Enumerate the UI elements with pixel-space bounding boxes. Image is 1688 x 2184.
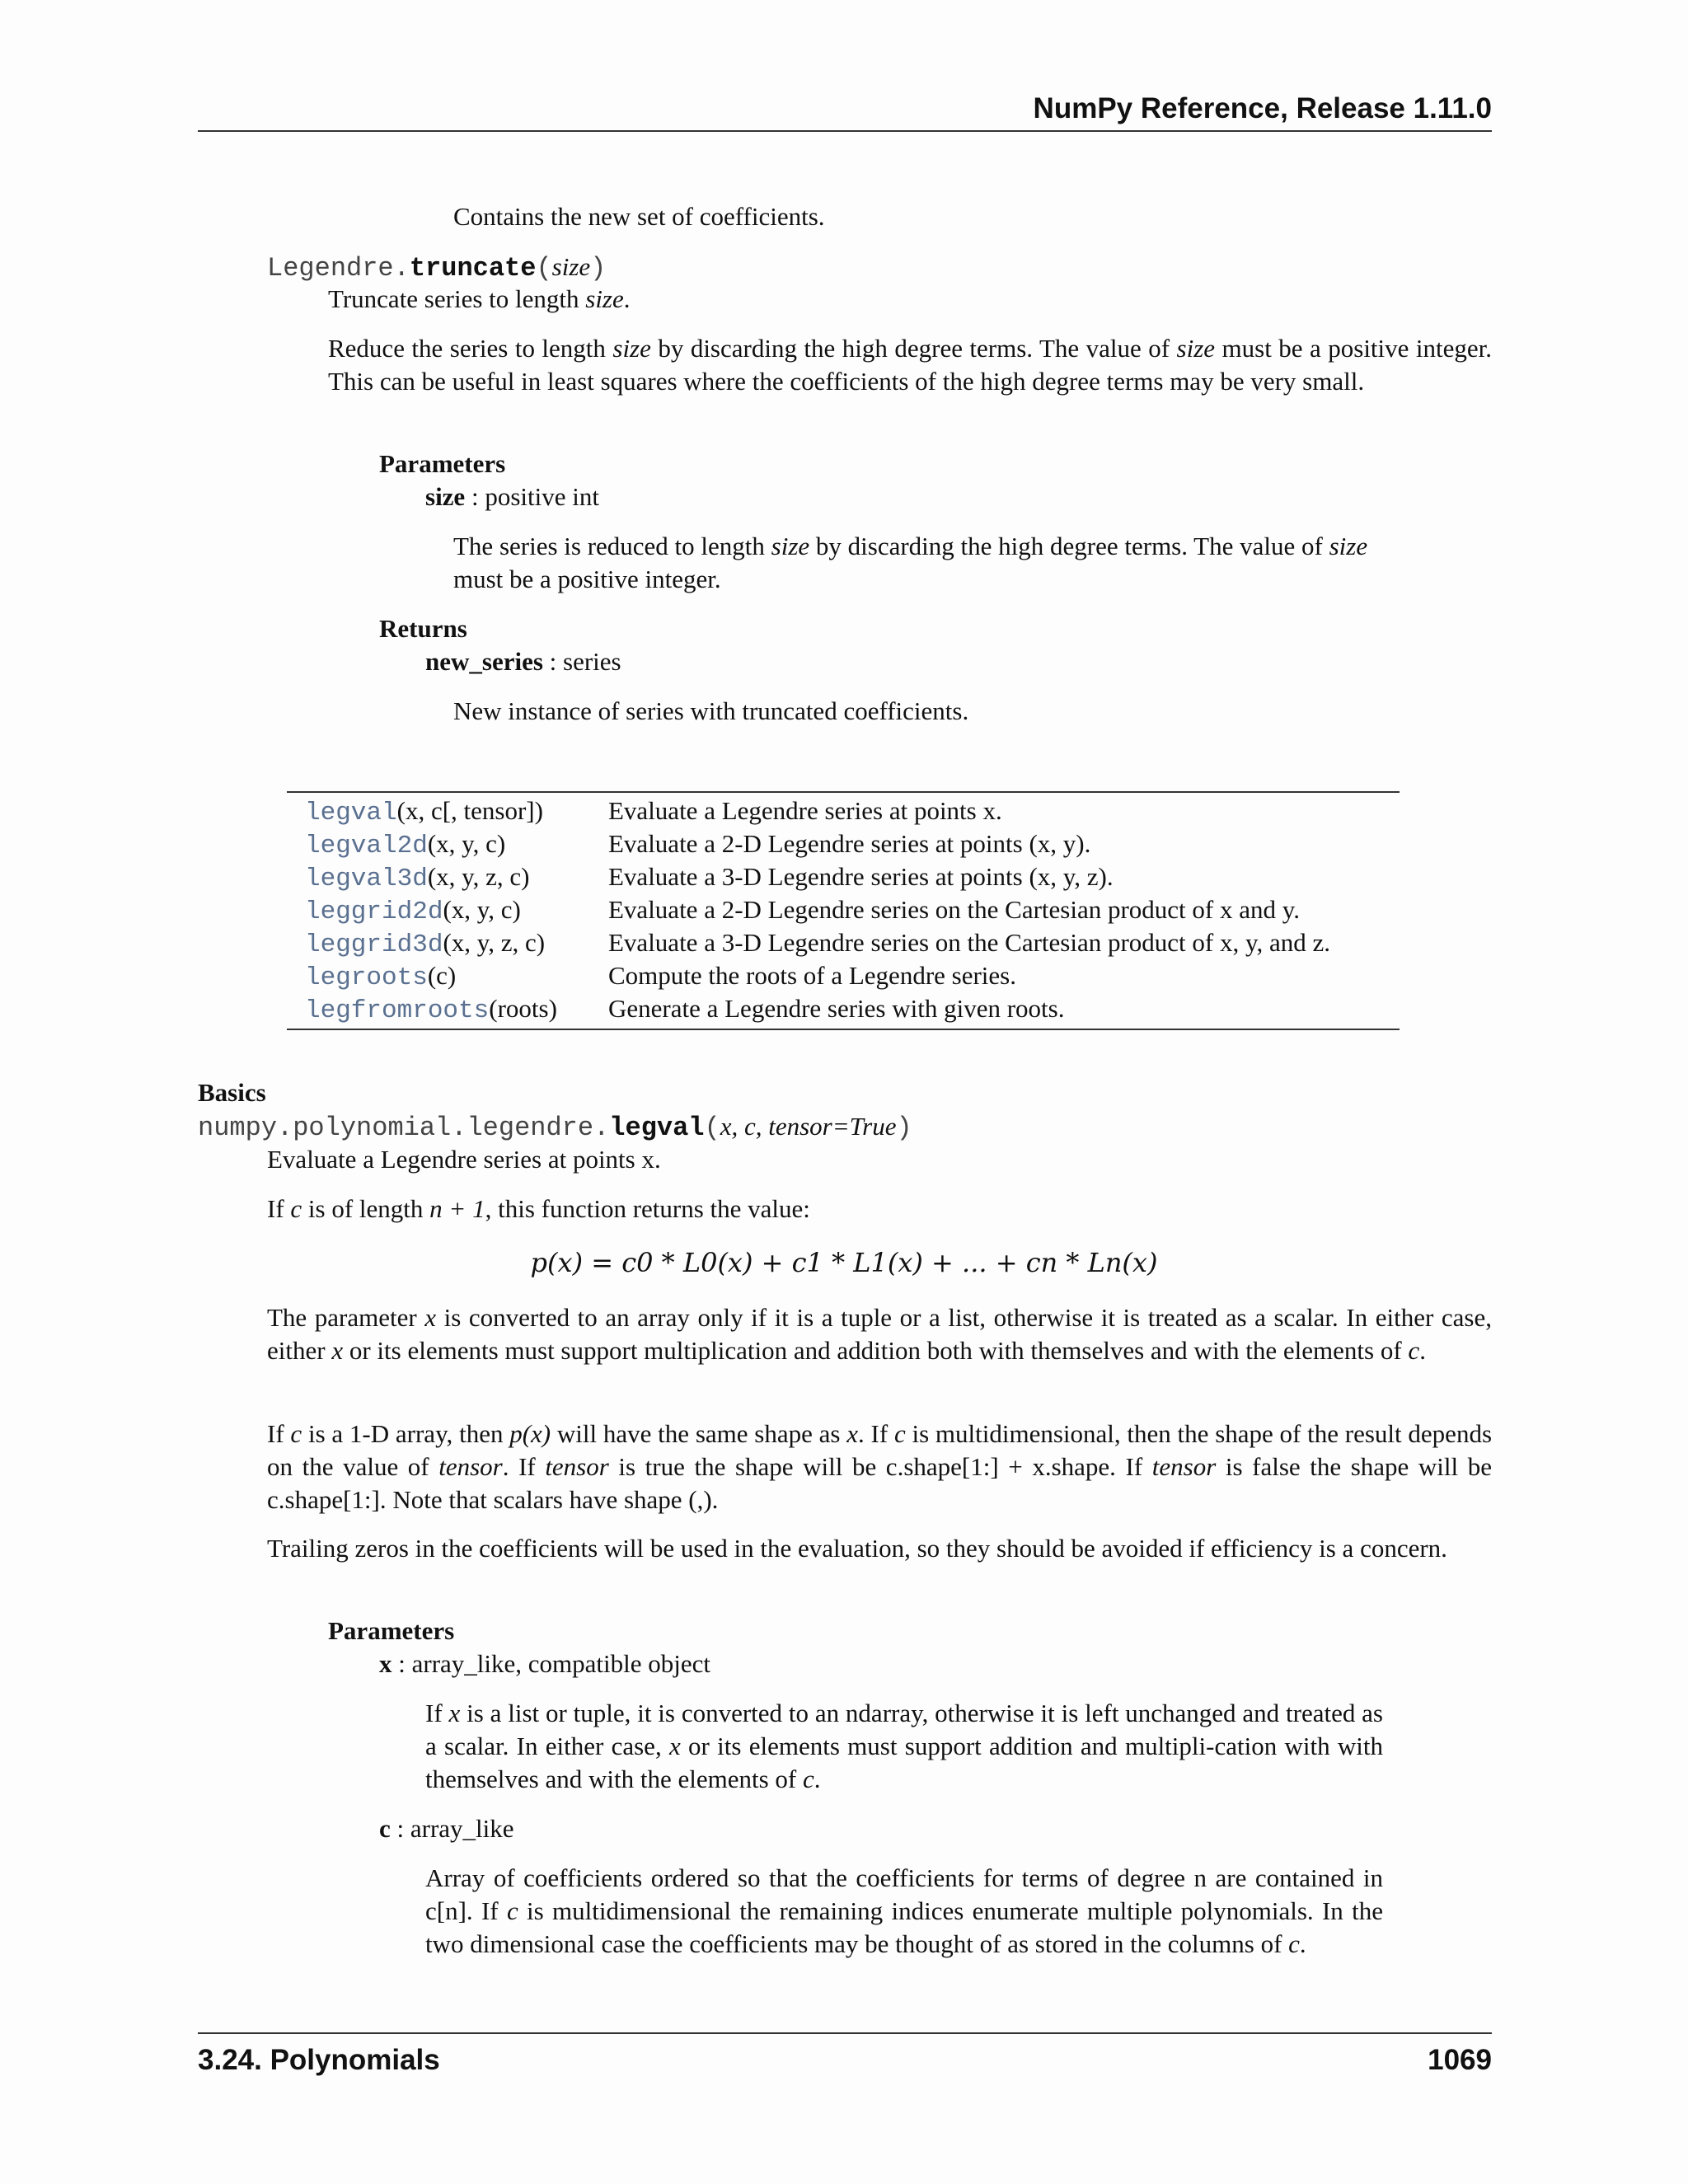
legval-paragraph-2: The parameter x is converted to an array only if it is a tuple or a list, otherwise it is treated as a scalar. In either case, either x or its elements must support multiplication and addition both with themselves and with the elements of c. <box>267 1303 1492 1365</box>
truncate-parameters-heading: Parameters <box>379 449 506 478</box>
table-row: legval(x, c[, tensor]) Evaluate a Legendre series at points x. <box>305 796 1002 827</box>
legval-link[interactable]: legval <box>305 799 397 827</box>
legval-param-x-desc: If x is a list or tuple, it is converted to an ndarray, otherwise it is left unchanged and treated as a scalar. In either case, x or its elements must support addition and multipli-cation with with themselves and with the elements of c. <box>425 1699 1383 1793</box>
table-row: legval3d(x, y, z, c) Evaluate a 3-D Legendre series at points (x, y, z). <box>305 862 1114 893</box>
page-header <box>198 91 1492 132</box>
header-title: NumPy Reference, Release 1.11.0 <box>1033 92 1492 124</box>
legfromroots-link[interactable]: legfromroots <box>305 996 490 1025</box>
legval-param-c: c : array_like <box>379 1814 514 1843</box>
legval-param-x: x : array_like, compatible object <box>379 1649 710 1678</box>
table-row: leggrid2d(x, y, c) Evaluate a 2-D Legendre series on the Cartesian product of x and y. <box>305 895 1300 926</box>
leggrid2d-link[interactable]: leggrid2d <box>305 898 443 926</box>
legval2d-link[interactable]: legval2d <box>305 832 428 860</box>
table-row: legfromroots(roots) Generate a Legendre series with given roots. <box>305 994 1065 1025</box>
table-row: legval2d(x, y, c) Evaluate a 2-D Legendre series at points (x, y). <box>305 829 1091 860</box>
function-summary-table <box>287 791 1400 1030</box>
truncate-description: Reduce the series to length size by discarding the high degree terms. The value of size must be a positive integer. This can be useful in least squares where the coefficients of the high degree terms may be very small. <box>328 334 1492 396</box>
footer-page-number: 1069 <box>1428 2044 1492 2076</box>
basics-heading: Basics <box>198 1078 266 1107</box>
legval-paragraph-3: If c is a 1-D array, then p(x) will have the same shape as x. If c is multidimensional, then the shape of the result depends on the value of tensor. If tensor is true the shape will be c.shape[1:] + x.shape. If tensor is false the shape will be c.shape[1:]. Note that scalars have shape (,). <box>267 1419 1493 1514</box>
legval-summary: Evaluate a Legendre series at points x. <box>267 1145 661 1174</box>
legval3d-link[interactable]: legval3d <box>305 865 428 893</box>
table-row: leggrid3d(x, y, z, c) Evaluate a 3-D Legendre series on the Cartesian product of x, y, and z. <box>305 928 1330 959</box>
legval-param-c-desc: Array of coefficients ordered so that the coefficients for terms of degree n are contained in c[n]. If c is multidimensional the remaining indices enumerate multiple polynomials. In the two dimensional case the coefficients may be thought of as stored in the columns of c. <box>425 1863 1383 1958</box>
truncate-param-size: size : positive int <box>425 482 599 511</box>
truncate-return-desc: New instance of series with truncated coefficients. <box>453 696 969 725</box>
legroots-link[interactable]: legroots <box>305 963 428 992</box>
page-footer <box>198 2032 1492 2076</box>
legval-paragraph-4: Trailing zeros in the coefficients will be used in the evaluation, so they should be avoided if efficiency is a concern. <box>267 1534 1447 1563</box>
truncate-name: truncate <box>409 253 537 284</box>
table-row: legroots(c) Compute the roots of a Legendre series. <box>305 961 1016 992</box>
truncate-param-size-desc: The series is reduced to length size by discarding the high degree terms. The value of size must be a positive integer. <box>453 532 1368 593</box>
truncate-returns-heading: Returns <box>379 614 467 643</box>
legval-formula: p(x) = c0 * L0(x) + c1 * L1(x) + ... + cn * Ln(x) <box>530 1247 1158 1278</box>
truncate-return-new-series: new_series : series <box>425 647 621 676</box>
legval-signature: numpy.polynomial.legendre.legval(x, c, tensor=True) <box>198 1112 912 1143</box>
leggrid3d-link[interactable]: leggrid3d <box>305 930 443 959</box>
legval-paragraph-1: If c is of length n + 1, this function returns the value: <box>267 1194 810 1223</box>
legval-parameters-heading: Parameters <box>328 1616 455 1645</box>
footer-section: 3.24. Polynomials <box>198 2044 440 2076</box>
returns-description: Contains the new set of coefficients. <box>453 202 825 231</box>
truncate-summary: Truncate series to length size. <box>328 284 631 313</box>
truncate-signature: Legendre.truncate(size) <box>267 252 607 284</box>
